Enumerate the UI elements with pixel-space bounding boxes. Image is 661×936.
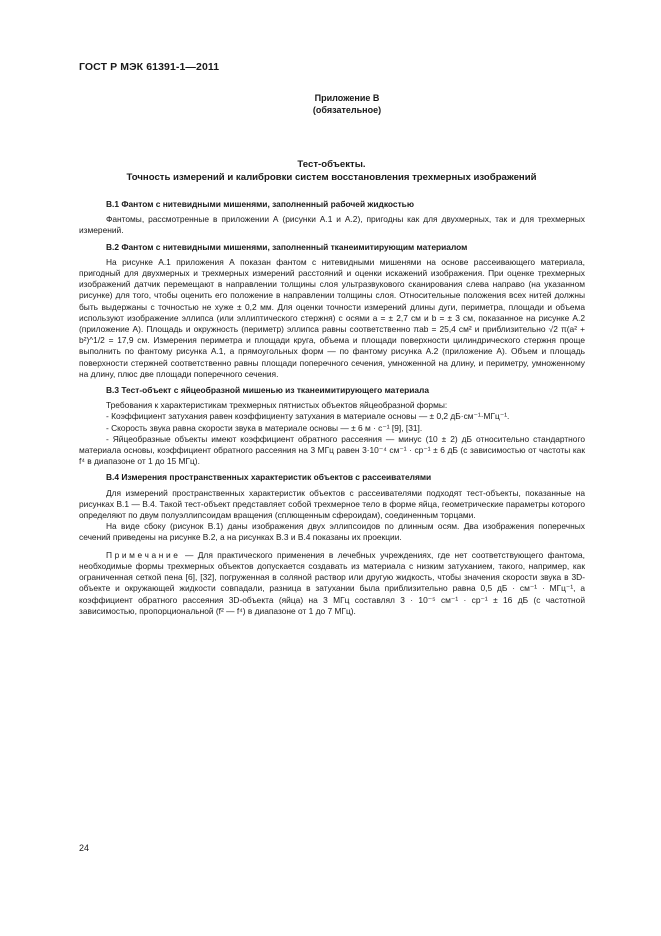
section-b4-heading: В.4 Измерения пространственных характеристик объектов с рассеивателями xyxy=(106,472,432,483)
title-line-2: Точность измерений и калибровки систем восстановления трехмерных изображений xyxy=(126,172,537,183)
appendix-status: (обязательное) xyxy=(312,105,382,115)
section-b1-heading: В.1 Фантом с нитевидными мишенями, заполненный рабочей жидкостью xyxy=(106,199,414,209)
section-b4-paragraph-1: Для измерений пространственных характеристик объектов с рассеивателями подходят тест-объекты, показанные на рисунках В.1 — В.4. Такой тест-объект представляет собой трехмерное тело в форме яйца, геометрические параметры которого определяют по двум полуэллипсоидам вращения (сплющенным сфероидам), соединенным торцами. xyxy=(79,487,585,521)
note-label: Примечание xyxy=(106,549,181,560)
section-b2-heading: В.2 Фантом с нитевидными мишенями, заполненный тканеимитирующим материалом xyxy=(106,241,468,252)
section-b2-paragraph: На рисунке А.1 приложения А показан фантом с нитевидными мишенями на основе рассеивающего материала, пригодный для двухмерных и трехмерных измерений расстояний и оценки искажений изображения. При оценке трехмерных изображений датчик перемещают в направлении толщины слоя ультразвукового сканирования слева направо (на указанном рисунке) для того, чтобы оценить его положение в направлении толщины слоя. Относительные положения всех нитей должны быть выдержаны с точностью не хуже ± 0,2 мм. Для оценки точности измерений длины дуги, периметра, площади и объема используют изображение эллипса (или эллиптического стержня) с осями a = ± 2,7 см и b = ± 3 см, показанное на рисунке А.2 (приложение А). Площадь и окружность (периметр) эллипса равны соответственно πab = 25,4 см² и приблизительно √2 π(a² + b²)^1/2 = 17,9 см. Измерения периметра и площади круга, объема и площади поверхности цилиндрического стержня проще выполнить по фантому рисунка А.1, а прямоугольных форм — по фантому рисунка А.2 (приложение А). Объем и площадь поверхности стержней соответственно равны площади поперечного сечения, умноженной на длину, и периметру, умноженному на длину, плюс две площади поперечного сечения. xyxy=(79,256,585,379)
section-b3-heading: В.3 Тест-объект с яйцеобразной мишенью из тканеимитирующего материала xyxy=(106,385,429,396)
section-b4-paragraph-2: На виде сбоку (рисунок В.1) даны изображения двух эллипсоидов по длинным осям. Два изображения поперечных сечений приведены на рисунке В.2, а на рисунках В.3 и В.4 показаны их проекции. xyxy=(79,521,585,543)
title-line-1: Тест-объекты. xyxy=(297,159,366,170)
list-item-backscatter: - Яйцеобразные объекты имеют коэффициент обратного рассеяния — минус (10 ± 2) дБ относительно стандартного материала основы, коэффициент обратного рассеяния на 3 МГц равен 3·10⁻⁴ см⁻¹ · ср⁻¹ ± 6 дБ (с зависимостью от частоты как f⁴ в диапазоне от 1 до 15 МГц). xyxy=(79,433,585,467)
document-code: ГОСТ Р МЭК 61391-1—2011 xyxy=(79,61,220,73)
section-b3-intro: Требования к характеристикам трехмерных пятнистых объектов яйцеобразной формы: xyxy=(106,400,448,411)
appendix-label: Приложение В xyxy=(314,93,380,103)
appendix-heading xyxy=(0,92,661,116)
note-text: — Для практического применения в лечебных учреждениях, где нет соответствующего фантома, необходимые формы трехмерных объектов допускается создавать из материала с низким затуханием, такого, например, как ограниченная сеткой пена [6], [32], погруженная в соляной раствор или другую жидкость, чтобы значения скорости звука в 3D-объекте и окружающей жидкости совпадали, разница в затухании была приблизительно равна 0,5 дБ · см⁻¹ · МГц⁻¹, а коэффициент обратного рассеяния 3D-объекта (яйца) на 3 МГц составлял 3 · 10⁻⁵ см⁻¹ · ср⁻¹ ± 16 дБ (с частотной зависимостью, пропорциональной (f² — f⁴) в диапазоне от 1 до 7 МГц). xyxy=(79,549,585,616)
note xyxy=(79,550,585,617)
document-body xyxy=(79,199,585,617)
list-item-sound-speed: - Скорость звука равна скорости звука в материале основы — ± 6 м · с⁻¹ [9], [31]. xyxy=(106,422,423,433)
list-item-attenuation: - Коэффициент затухания равен коэффициенту затухания в материале основы — ± 0,2 дБ·см⁻¹·МГц⁻¹. xyxy=(106,411,510,422)
annex-title xyxy=(79,158,584,184)
section-b1-text: Фантомы, рассмотренные в приложении А (рисунки А.1 и А.2), пригодны как для двухмерных, так и для трехмерных измерений. xyxy=(79,214,585,236)
page-number: 24 xyxy=(79,843,90,853)
